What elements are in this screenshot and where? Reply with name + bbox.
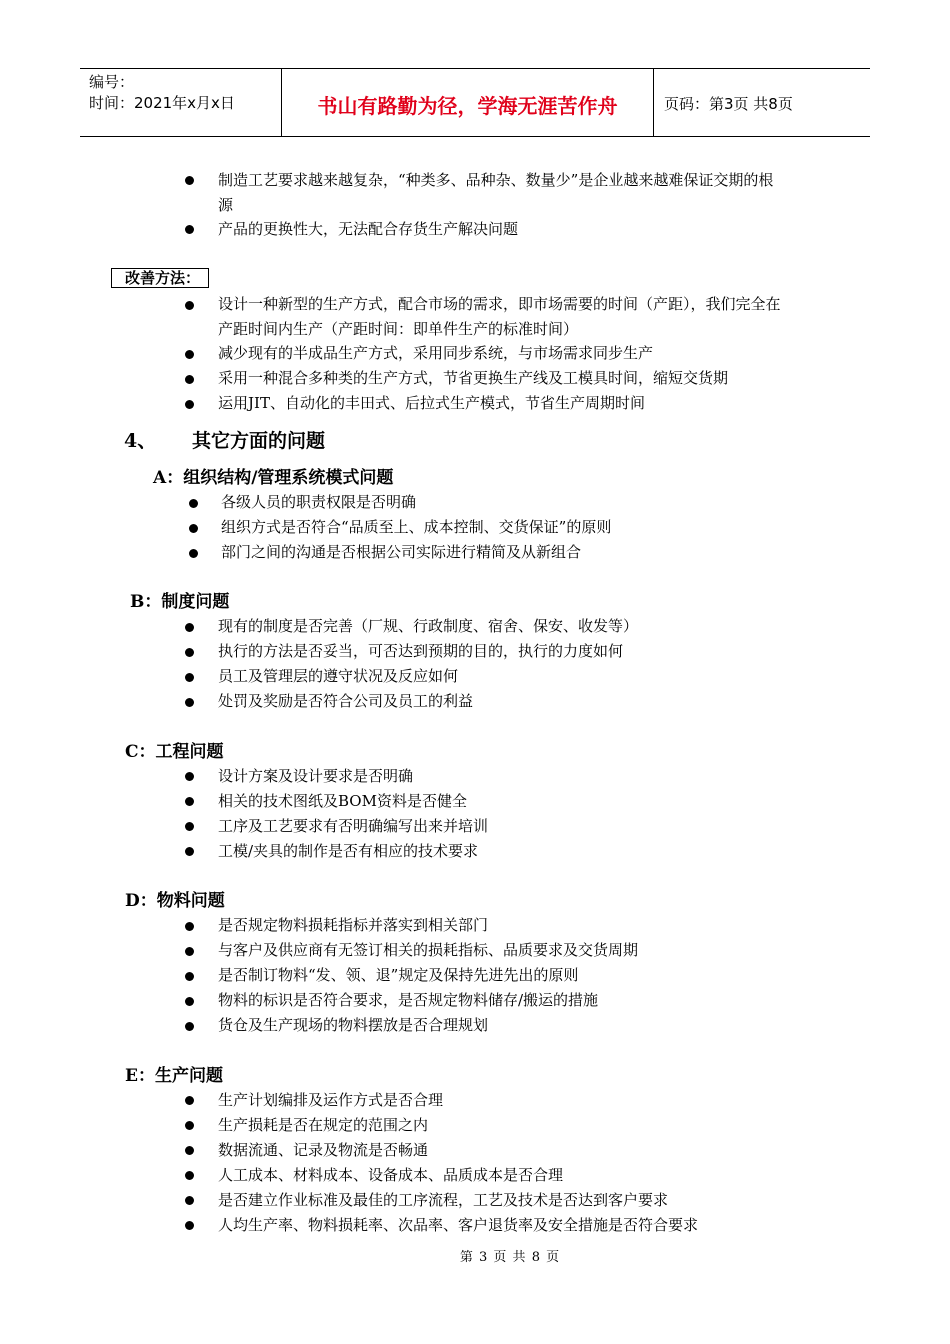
group-a-item-1: 各级人员的职责权限是否明确 — [221, 493, 417, 511]
bullet-icon — [185, 375, 194, 384]
bullet-icon — [189, 549, 198, 558]
group-d-title: D：物料问题 — [125, 891, 225, 911]
group-d-item-3: 是否制订物料“发、领、退”规定及保持先进先出的原则 — [218, 966, 579, 984]
bullet-icon — [185, 673, 194, 682]
group-a-item-2: 组织方式是否符合“品质至上、成本控制、交货保证”的原则 — [221, 518, 612, 536]
group-e-item-5: 是否建立作业标准及最佳的工序流程，工艺及技术是否达到客户要求 — [218, 1191, 669, 1209]
bullet-icon — [185, 698, 194, 707]
group-a-item-3: 部门之间的沟通是否根据公司实际进行精简及从新组合 — [221, 543, 582, 561]
bullet-icon — [185, 997, 194, 1006]
bullet-icon — [185, 1022, 194, 1031]
bullet-icon — [185, 1096, 194, 1105]
bullet-icon — [185, 1196, 194, 1205]
improve-item-1-line2: 产距时间内生产（产距时间：即单件生产的标准时间） — [218, 320, 579, 338]
header-page-info: 页码：第3页 共8页 — [664, 95, 793, 113]
group-c-item-2: 相关的技术图纸及BOM资料是否健全 — [218, 792, 467, 810]
improve-label: 改善方法： — [111, 268, 209, 288]
bullet-icon — [185, 972, 194, 981]
group-c-item-4: 工模/夹具的制作是否有相应的技术要求 — [218, 842, 479, 860]
group-e-item-2: 生产损耗是否在规定的范围之内 — [218, 1116, 429, 1134]
bullet-icon — [189, 499, 198, 508]
group-d-item-1: 是否规定物料损耗指标并落实到相关部门 — [218, 916, 489, 934]
intro-bullet-1-line2: 源 — [218, 196, 234, 214]
group-d-item-2: 与客户及供应商有无签订相关的损耗指标、品质要求及交货周期 — [218, 941, 639, 959]
group-d-item-4: 物料的标识是否符合要求，是否规定物料储存/搬运的措施 — [218, 991, 599, 1009]
group-b-title: B：制度问题 — [130, 592, 230, 612]
bullet-icon — [185, 648, 194, 657]
group-c-item-3: 工序及工艺要求有否明确编写出来并培训 — [218, 817, 489, 835]
bullet-icon — [185, 1121, 194, 1130]
improve-item-4: 运用JIT、自动化的丰田式、后拉式生产模式，节省生产周期时间 — [218, 394, 645, 412]
bullet-icon — [185, 1221, 194, 1230]
group-c-title: C：工程问题 — [125, 742, 224, 762]
bullet-icon — [185, 772, 194, 781]
improve-item-2: 减少现有的半成品生产方式，采用同步系统，与市场需求同步生产 — [218, 344, 654, 362]
bullet-icon — [185, 350, 194, 359]
bullet-icon — [185, 623, 194, 632]
bullet-icon — [185, 947, 194, 956]
bullet-icon — [185, 1146, 194, 1155]
bullet-icon — [185, 922, 194, 931]
number-label: 编号： — [89, 73, 135, 91]
intro-bullet-1-line1: 制造工艺要求越来越复杂，“种类多、品种杂、数量少”是企业越来越难保证交期的根 — [218, 171, 774, 189]
bullet-icon — [185, 847, 194, 856]
improve-item-3: 采用一种混合多种类的生产方式，节省更换生产线及工模具时间，缩短交货期 — [218, 369, 729, 387]
page-header — [80, 68, 870, 137]
group-b-item-1: 现有的制度是否完善（厂规、行政制度、宿舍、保安、收发等） — [218, 617, 639, 635]
group-b-item-3: 员工及管理层的遵守状况及反应如何 — [218, 667, 459, 685]
bullet-icon — [185, 797, 194, 806]
group-e-title: E：生产问题 — [125, 1066, 223, 1086]
bullet-icon — [185, 400, 194, 409]
section-title: 其它方面的问题 — [192, 430, 326, 452]
bullet-icon — [185, 822, 194, 831]
bullet-icon — [185, 301, 194, 310]
bullet-icon — [185, 176, 194, 185]
bullet-icon — [185, 225, 194, 234]
intro-bullet-2: 产品的更换性大，无法配合存货生产解决问题 — [218, 220, 519, 238]
group-c-item-1: 设计方案及设计要求是否明确 — [218, 767, 414, 785]
page-footer: 第 3 页 共 8 页 — [459, 1250, 561, 1265]
group-e-item-1: 生产计划编排及运作方式是否合理 — [218, 1091, 444, 1109]
group-d-item-5: 货仓及生产现场的物料摆放是否合理规划 — [218, 1016, 489, 1034]
header-motto: 书山有路勤为径，学海无涯苦作舟 — [281, 69, 654, 136]
group-a-title: A：组织结构/管理系统模式问题 — [153, 468, 394, 488]
group-e-item-3: 数据流通、记录及物流是否畅通 — [218, 1141, 429, 1159]
bullet-icon — [185, 1171, 194, 1180]
section-number: 4、 — [124, 430, 157, 452]
bullet-icon — [189, 524, 198, 533]
improve-item-1-line1: 设计一种新型的生产方式，配合市场的需求，即市场需要的时间（产距），我们完全在 — [218, 295, 781, 313]
group-e-item-4: 人工成本、材料成本、设备成本、品质成本是否合理 — [218, 1166, 564, 1184]
group-e-item-6: 人均生产率、物料损耗率、次品率、客户退货率及安全措施是否符合要求 — [218, 1216, 699, 1234]
time-label: 时间：2021年x月x日 — [89, 94, 235, 112]
header-meta — [80, 69, 281, 136]
group-b-item-4: 处罚及奖励是否符合公司及员工的利益 — [218, 692, 474, 710]
group-b-item-2: 执行的方法是否妥当，可否达到预期的目的，执行的力度如何 — [218, 642, 624, 660]
